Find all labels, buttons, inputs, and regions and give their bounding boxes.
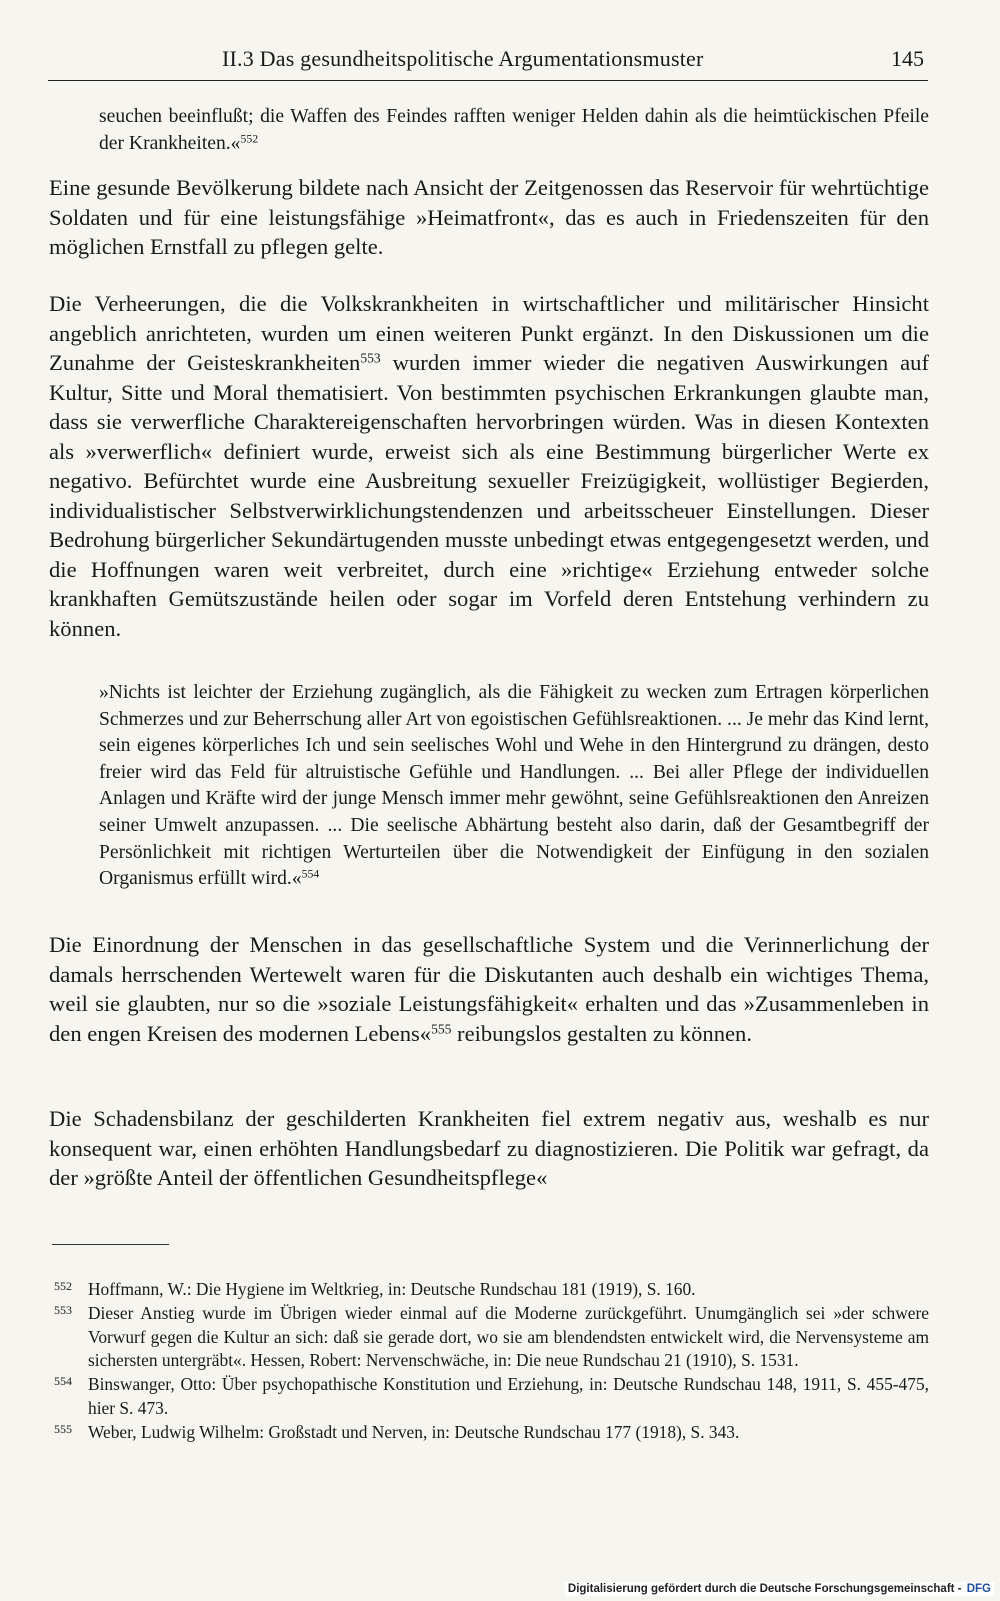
footnote-text: Dieser Anstieg wurde im Übrigen wieder einmal auf die Moderne zurückgeführt. Unumgänglich sei »der schwere Vorwurf gegen die Kultur an sich: daß sie gerade dort, wo sie am blendendsten entwickelt wird, die Nervensysteme am sichersten untergräbt«. Hessen, Robert: Nervenschwäche, in: Die neue Rundschau 21 (1910), S. 1531.	[88, 1303, 929, 1370]
footnote-text: Hoffmann, W.: Die Hygiene im Weltkrieg, in: Deutsche Rundschau 181 (1919), S. 160.	[88, 1279, 696, 1299]
paragraph-text: Die Verheerungen, die die Volkskrankheiten in wirtschaftlicher und militärischer Hinsicht angeblich anrichteten, wurden um einen weiteren Punkt ergänzt. In den Diskussionen um die Zunahme der Geisteskrankheiten	[49, 291, 929, 375]
quote-text: seuchen beeinflußt; die Waffen des Feindes rafften weniger Helden dahin als die heimtückischen Pfeile der Krankheiten.«	[99, 106, 929, 154]
page-number: 145	[891, 46, 924, 71]
footnote-number: 553	[54, 1303, 72, 1317]
footnote-divider	[52, 1244, 169, 1245]
running-header	[48, 44, 928, 81]
paragraph	[49, 173, 929, 262]
credit-text: Digitalisierung gefördert durch die Deutsche Forschungsgemeinschaft -	[567, 1583, 962, 1595]
footnote-reference: 555	[431, 1021, 452, 1037]
footnote-number: 554	[54, 1374, 72, 1388]
footnote	[52, 1373, 929, 1420]
footnote-reference: 553	[360, 350, 381, 366]
footnote-text: Weber, Ludwig Wilhelm: Großstadt und Nerven, in: Deutsche Rundschau 177 (1918), S. 343.	[88, 1421, 740, 1442]
footnote-number: 552	[54, 1279, 72, 1293]
block-quote	[99, 680, 929, 893]
paragraph-text: wurden immer wieder die negativen Auswirkungen auf Kultur, Sitte und Moral thematisiert. Von bestimmten psychischen Erkrankungen glaubte man, dass sie verwerfliche Charaktereigenschaften hervorbringen würden. Was in diesen Kontexten als »verwerflich« definiert wurde, erweist sich als eine Bestimmung bürgerlicher Werte ex negativo. Befürchtet wurde eine Ausbreitung sexueller Freizügigkeit, wollüstiger Begierden, individualistischer Selbstverwirklichungstendenzen und arbeitsscheuer Einstellungen. Dieser Bedrohung bürgerlicher Sekundärtugenden musste unbedingt etwas entgegengesetzt werden, und die Hoffnungen waren weit verbreitet, durch eine »richtige« Erziehung entweder solche krankhaften Gemütszustände heilen oder sogar im Vorfeld deren Entstehung verhindern zu können.	[49, 350, 929, 641]
paragraph	[49, 1104, 929, 1193]
footnote-text: Binswanger, Otto: Über psychopathische Konstitution und Erziehung, in: Deutsche Rundschau 148, 1911, S. 455-475, hier S. 473.	[88, 1374, 929, 1418]
paragraph-text: reibungslos gestalten zu können.	[451, 1020, 752, 1046]
footnotes	[52, 1278, 929, 1445]
quote-text: »Nichts ist leichter der Erziehung zugänglich, als die Fähigkeit zu wecken zum Ertragen körperlichen Schmerzes und zur Beherrschung aller Art von egoistischen Gefühlsreaktionen. ... Je mehr das Kind lernt, sein eigenes körperliches Ich und sein seelisches Wohl und Wehe in den Hintergrund zu drängen, desto freier wird das Feld für altruistische Gefühle und Handlungen. ... Bei aller Pflege der individuellen Anlagen und Kräfte wird der junge Mensch immer mehr gewöhnt, seine Gefühlsreaktionen den Anreizen seiner Umwelt anzupassen. ... Die seelische Abhärtung besteht also darin, daß der Gesamtbegriff der Persönlichkeit mit richtigen Werturteilen über die Notwendigkeit der Einfügung in den sozialen Organismus erfüllt wird.«	[99, 682, 929, 890]
paragraph	[49, 930, 929, 1048]
footnote	[52, 1421, 929, 1445]
paragraph	[49, 289, 929, 643]
paragraph-text: Die Schadensbilanz der geschilderten Krankheiten fiel extrem negativ aus, weshalb es nur konsequent war, einen erhöhten Handlungsbedarf zu diagnostizieren. Die Politik war gefragt, da der »größte Anteil der öffentlichen Gesundheitspflege«	[49, 1106, 929, 1190]
running-title: II.3 Das gesundheitspolitische Argumentationsmuster	[222, 46, 704, 71]
footnote	[52, 1278, 929, 1302]
footnote-number: 555	[54, 1421, 72, 1436]
footnote	[52, 1302, 929, 1373]
block-quote-continued	[99, 104, 929, 157]
footnote-reference: 554	[301, 867, 320, 881]
paragraph-text: Die Einordnung der Menschen in das gesellschaftliche System und die Verinnerlichung der damals herrschenden Wertewelt waren für die Diskutanten auch deshalb ein wichtiges Thema, weil sie glaubten, nur so die »soziale Leistungsfähigkeit« erhalten und das »Zusammenleben in den engen Kreisen des modernen Lebens«	[49, 932, 929, 1046]
footnote-reference: 552	[240, 132, 259, 146]
digitization-credit	[565, 1582, 994, 1596]
paragraph-text: Eine gesunde Bevölkerung bildete nach Ansicht der Zeitgenossen das Reservoir für wehrtüchtige Soldaten und für eine leistungsfähige »Heimatfront«, das es auch in Friedenszeiten für den möglichen Ernstfall zu pflegen gelte.	[49, 175, 929, 259]
dfg-logo: DFG	[966, 1583, 991, 1595]
